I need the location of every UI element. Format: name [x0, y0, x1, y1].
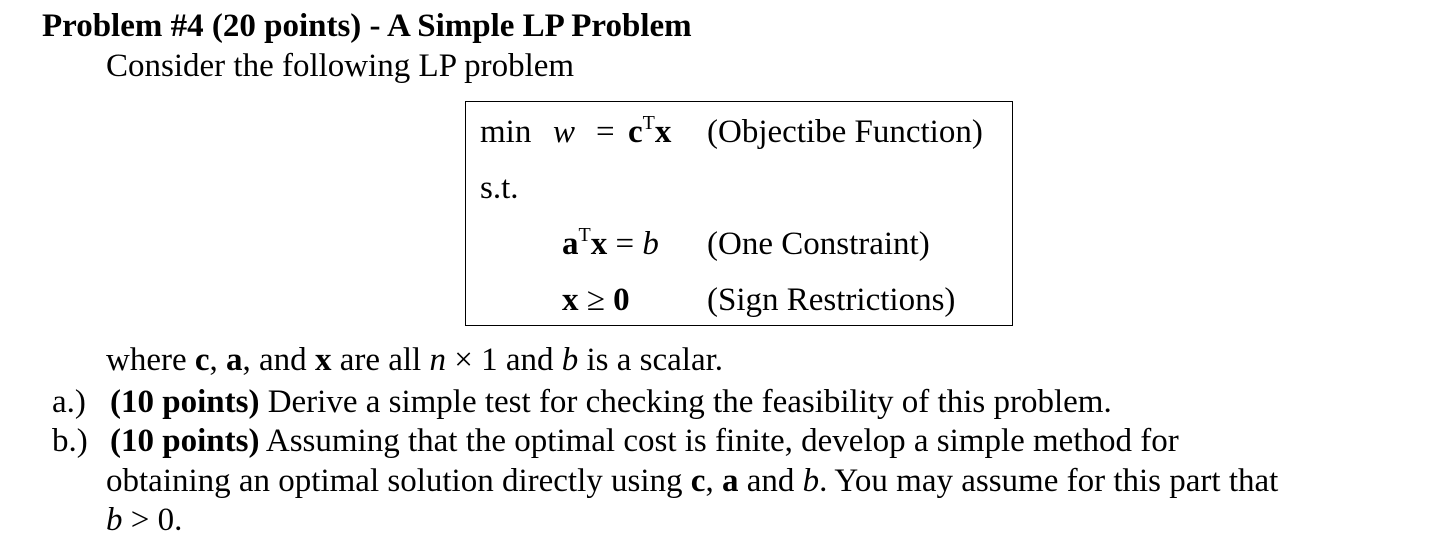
where-sentence: where c, a, and x are all n × 1 and b is a scalar. [106, 342, 724, 378]
objective-label: (Objectibe Function) [707, 114, 983, 150]
part-a-text: (10 points) Derive a simple test for checking the feasibility of this problem. [110, 384, 1112, 420]
problem-title: Problem #4 (20 points) - A Simple LP Problem [42, 8, 692, 44]
intro-text: Consider the following LP problem [106, 48, 575, 84]
equals-sign: = [596, 114, 615, 150]
part-b-line3: b > 0. [106, 502, 183, 538]
sign-label: (Sign Restrictions) [707, 282, 956, 318]
part-b-line1: (10 points) Assuming that the optimal cost is finite, develop a simple method for [110, 423, 1179, 459]
part-b-label: b.) [52, 423, 88, 459]
constraint-expression: $a^Tx = b$ [562, 224, 659, 262]
part-a-label: a.) [52, 384, 86, 420]
min-label: min [480, 114, 532, 150]
constraint-label: (One Constraint) [707, 226, 930, 262]
subject-to-label: s.t. [480, 170, 519, 206]
objective-expression: $c^Tx$ [628, 112, 672, 150]
w-variable: w [553, 114, 576, 150]
part-b-line2: obtaining an optimal solution directly using c, a and b. You may assume for this part that [106, 463, 1279, 499]
sign-expression: x ≥ 0 [562, 282, 630, 318]
